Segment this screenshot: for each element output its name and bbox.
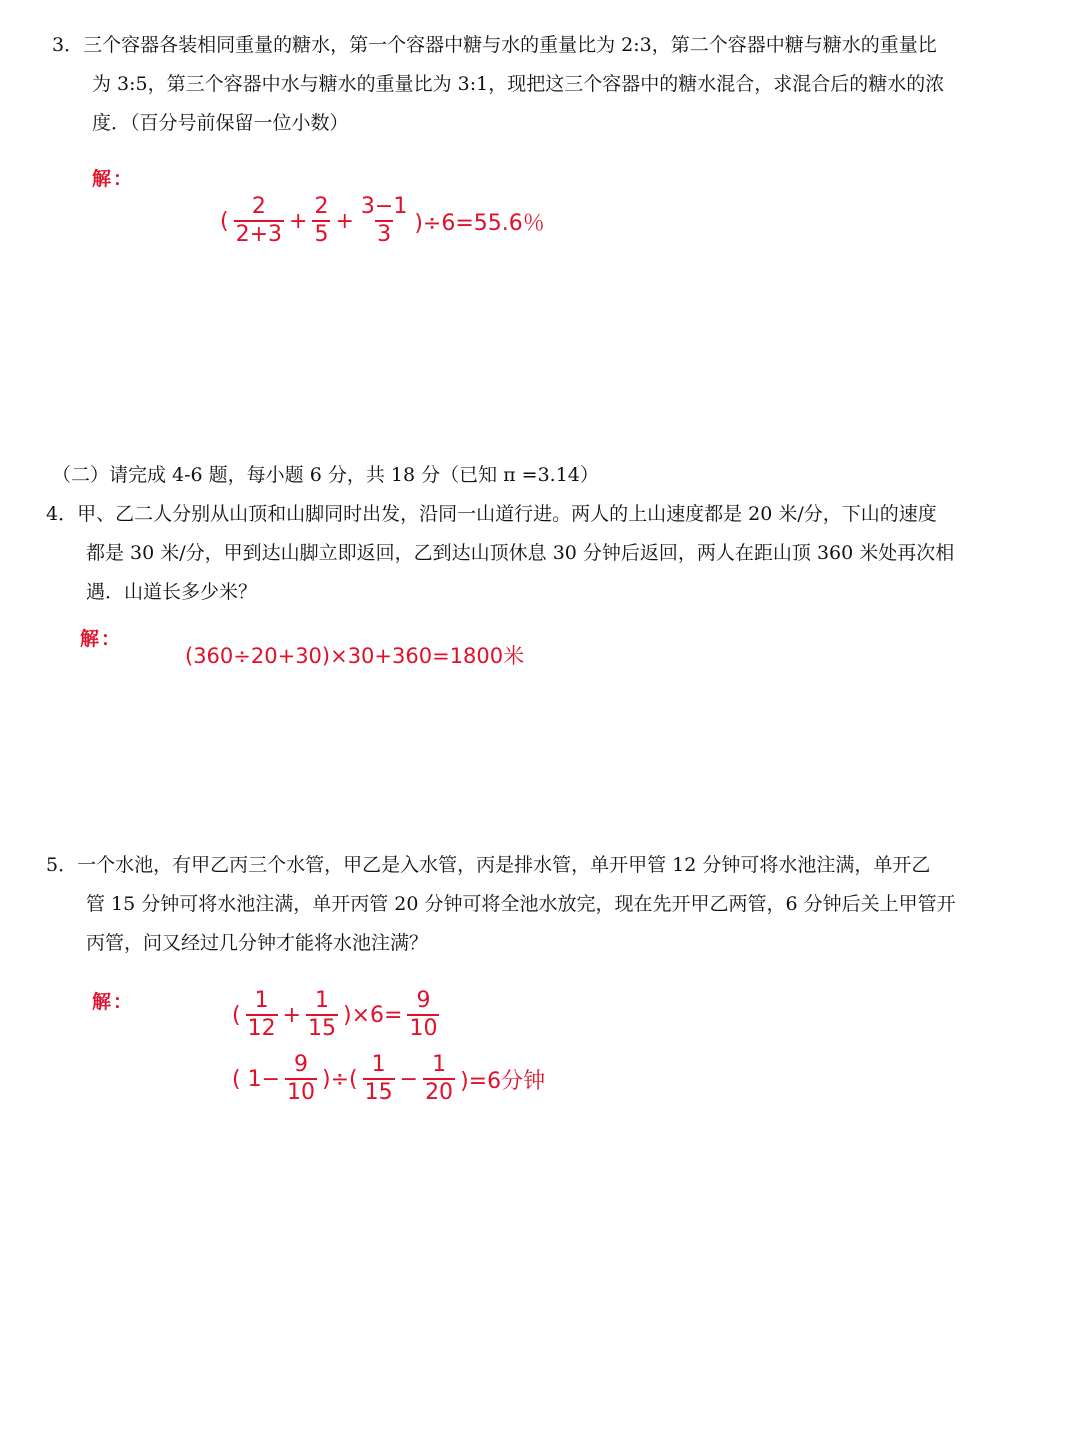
numerator: 2 <box>314 194 329 219</box>
paren-open: ( <box>232 1002 241 1028</box>
denominator: 2+3 <box>235 222 283 247</box>
question-3-line-1: 3．三个容器各装相同重量的糖水，第一个容器中糖与水的重量比为 2:3，第二个容器中糖与糖水的重量比 <box>52 34 937 56</box>
question-3-line-3: 度．（百分号前保留一位小数） <box>92 112 349 134</box>
question-4-line-2: 都是 30 米/分，甲到达山脚立即返回，乙到达山顶休息 30 分钟后返回，两人在距山顶 360 米处再次相 <box>86 542 955 564</box>
equation-tail: )÷6=55.6％ <box>414 210 545 236</box>
fraction <box>423 1054 455 1104</box>
numerator: 3−1 <box>360 194 408 219</box>
question-4-line-1: 4．甲、乙二人分别从山顶和山脚同时出发，沿同一山道行进。两人的上山速度都是 20 米/分，下山的速度 <box>46 503 937 525</box>
paren-open: ( 1− <box>232 1066 281 1092</box>
denominator: 15 <box>364 1080 393 1105</box>
denominator: 10 <box>409 1016 438 1041</box>
minus-sign: − <box>399 1066 419 1092</box>
plus-sign: + <box>335 208 354 234</box>
denominator: 20 <box>425 1080 454 1105</box>
plus-sign: + <box>289 208 308 234</box>
answer-5-equation-1 <box>230 990 442 1040</box>
denominator: 10 <box>287 1080 316 1105</box>
answer-label-3: 解： <box>92 168 135 190</box>
equation-middle: )×6= <box>343 1002 403 1028</box>
question-5 <box>46 846 956 963</box>
answer-4-equation: (360÷20+30)×30+360=1800米 <box>185 644 525 668</box>
plus-sign: + <box>282 1002 302 1028</box>
paren-open: ( <box>220 208 229 234</box>
answer-5-equation-2 <box>230 1054 547 1104</box>
question-4 <box>46 495 954 612</box>
fraction <box>363 1054 395 1104</box>
numerator: 1 <box>371 1052 386 1077</box>
numerator: 9 <box>294 1052 309 1077</box>
equation-middle: )÷( <box>322 1066 358 1092</box>
denominator: 15 <box>308 1016 337 1041</box>
fraction <box>359 196 409 246</box>
numerator: 1 <box>432 1052 447 1077</box>
answer-label-5: 解： <box>92 991 135 1013</box>
numerator: 9 <box>416 988 431 1013</box>
fraction <box>285 1054 317 1104</box>
question-5-line-3: 丙管，问又经过几分钟才能将水池注满？ <box>86 932 429 954</box>
fraction <box>407 990 439 1040</box>
answer-3-equation <box>218 196 547 246</box>
denominator: 3 <box>377 222 392 247</box>
question-3-line-2: 为 3:5，第三个容器中水与糖水的重量比为 3:1，现把这三个容器中的糖水混合，求混合后的糖水的浓 <box>92 73 945 95</box>
equation-tail: )=6分钟 <box>460 1068 546 1094</box>
question-3 <box>52 26 944 143</box>
numerator: 1 <box>315 988 330 1013</box>
fraction <box>234 196 284 246</box>
section-heading: （二）请完成 4-6 题，每小题 6 分，共 18 分（已知 π =3.14） <box>52 464 599 486</box>
denominator: 12 <box>247 1016 276 1041</box>
numerator: 1 <box>254 988 269 1013</box>
fraction <box>306 990 338 1040</box>
fraction <box>312 196 330 246</box>
answer-label-4: 解： <box>80 628 123 650</box>
fraction <box>246 990 278 1040</box>
denominator: 5 <box>314 222 329 247</box>
question-4-line-3: 遇．山道长多少米？ <box>86 581 258 603</box>
question-5-line-2: 管 15 分钟可将水池注满，单开丙管 20 分钟可将全池水放完，现在先开甲乙两管，6 分钟后关上甲管开 <box>86 893 956 915</box>
numerator: 2 <box>251 194 266 219</box>
question-5-line-1: 5．一个水池，有甲乙丙三个水管，甲乙是入水管，丙是排水管，单开甲管 12 分钟可将水池注满，单开乙 <box>46 854 931 876</box>
